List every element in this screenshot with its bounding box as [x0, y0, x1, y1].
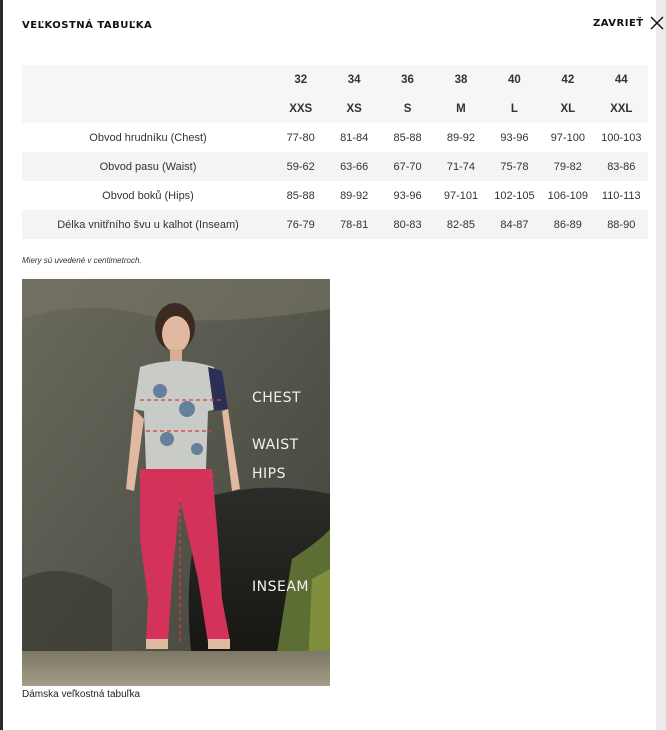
- table-row-hips: [22, 181, 648, 210]
- table-cell: 83-86: [595, 152, 648, 181]
- size-header-m: M: [434, 94, 487, 123]
- size-header-xxl: XXL: [595, 94, 648, 123]
- table-row-chest: [22, 123, 648, 152]
- table-cell: 89-92: [327, 181, 380, 210]
- table-cell: 84-87: [488, 210, 541, 239]
- table-cell: 82-85: [434, 210, 487, 239]
- letter-size-header-row: [22, 94, 648, 123]
- chest-label: CHEST: [252, 390, 302, 406]
- row-label: Délka vnitřního švu u kalhot (Inseam): [22, 210, 274, 239]
- photo-illustration: [22, 279, 330, 686]
- hips-label: HIPS: [252, 466, 286, 482]
- table-cell: 77-80: [274, 123, 327, 152]
- table-cell: 79-82: [541, 152, 594, 181]
- row-label: Obvod hrudníku (Chest): [22, 123, 274, 152]
- table-cell: 63-66: [327, 152, 380, 181]
- table-cell: 106-109: [541, 181, 594, 210]
- table-cell: 76-79: [274, 210, 327, 239]
- close-icon[interactable]: [650, 16, 664, 30]
- size-header-36: 36: [381, 65, 434, 94]
- size-table: [22, 65, 648, 239]
- size-header-xxs: XXS: [274, 94, 327, 123]
- table-cell: 97-100: [541, 123, 594, 152]
- table-cell: 67-70: [381, 152, 434, 181]
- close-label: ZAVRIEŤ: [593, 17, 644, 29]
- size-header-xs: XS: [327, 94, 380, 123]
- size-header-38: 38: [434, 65, 487, 94]
- table-cell: 97-101: [434, 181, 487, 210]
- size-header-xl: XL: [541, 94, 594, 123]
- table-row-waist: [22, 152, 648, 181]
- size-header-32: 32: [274, 65, 327, 94]
- size-header-34: 34: [327, 65, 380, 94]
- table-row-inseam: [22, 210, 648, 239]
- table-cell: 85-88: [274, 181, 327, 210]
- table-cell: 93-96: [488, 123, 541, 152]
- header-empty-cell: [22, 94, 274, 123]
- table-cell: 81-84: [327, 123, 380, 152]
- table-cell: 102-105: [488, 181, 541, 210]
- table-cell: 89-92: [434, 123, 487, 152]
- size-header-l: L: [488, 94, 541, 123]
- table-cell: 78-81: [327, 210, 380, 239]
- table-cell: 88-90: [595, 210, 648, 239]
- header-empty-cell: [22, 65, 274, 94]
- table-cell: 85-88: [381, 123, 434, 152]
- table-cell: 80-83: [381, 210, 434, 239]
- table-cell: 93-96: [381, 181, 434, 210]
- size-guide-photo: [22, 279, 330, 686]
- table-cell: 100-103: [595, 123, 648, 152]
- numeric-size-header-row: [22, 65, 648, 94]
- table-cell: 59-62: [274, 152, 327, 181]
- size-header-s: S: [381, 94, 434, 123]
- table-cell: 71-74: [434, 152, 487, 181]
- size-header-42: 42: [541, 65, 594, 94]
- scrollbar-track[interactable]: [656, 0, 666, 730]
- table-cell: 75-78: [488, 152, 541, 181]
- table-cell: 110-113: [595, 181, 648, 210]
- modal-title: VEĽKOSTNÁ TABUĽKA: [22, 20, 153, 31]
- inseam-label: INSEAM: [252, 579, 309, 595]
- row-label: Obvod pasu (Waist): [22, 152, 274, 181]
- close-button[interactable]: [593, 16, 664, 30]
- photo-caption: Dámska veľkostná tabuľka: [22, 689, 141, 700]
- row-label: Obvod boků (Hips): [22, 181, 274, 210]
- waist-label: WAIST: [252, 437, 299, 453]
- size-header-40: 40: [488, 65, 541, 94]
- left-edge: [0, 0, 3, 730]
- table-cell: 86-89: [541, 210, 594, 239]
- measurement-note: Miery sú uvedené v centimetroch.: [22, 256, 142, 265]
- size-header-44: 44: [595, 65, 648, 94]
